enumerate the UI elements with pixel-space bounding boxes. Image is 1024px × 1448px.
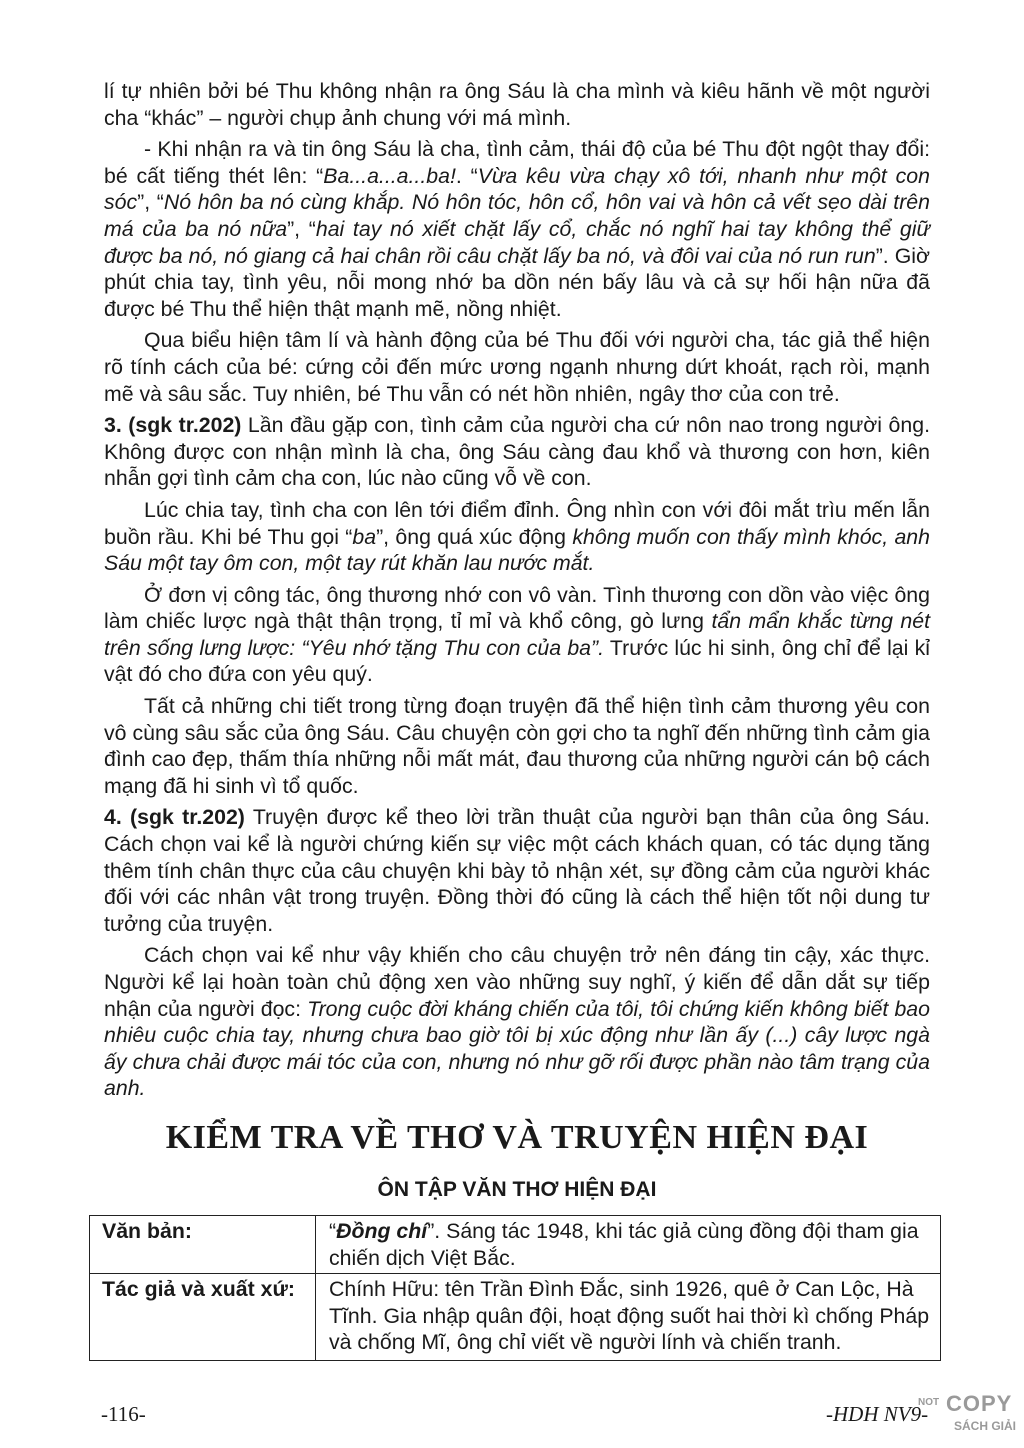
row-label: Tác giả và xuất xứ: <box>90 1274 316 1361</box>
bold-text: 3. (sgk tr.202) <box>104 413 242 438</box>
text-segment: ”, ông quá xúc động <box>376 524 573 549</box>
text-segment: ”, “ <box>287 216 316 241</box>
text-segment: Lúc chia tay, tình cha con lên tới điểm đỉnh. Ông nhìn con với đôi mắt trìu mến lẫn buồn rầu. Khi bé Thu gọi “ <box>104 497 930 549</box>
italic-quote: Ba...a...a...ba! <box>323 163 456 188</box>
italic-quote: hai tay nó xiết chặt lấy cổ, chắc nó nghĩ hai tay không thể giữ được ba nó, nó giang cả hai chân rồi câu chặt lấy ba nó, và đôi vai của nó run run <box>104 216 930 268</box>
text-segment: Truyện được kể theo lời trần thuật của người bạn thân của ông Sáu. Cách chọn vai kể là người chứng kiến sự việc một cách khách quan, có tác dụng tăng thêm tính chân thực của câu chuyện khi bày tỏ nhận xét, sự đồng cảm của người khác đối với các nhân vật trong truyện. Đồng thời đó cũng là cách thể hiện tốt nội dung tư tưởng của truyện. <box>104 805 930 936</box>
watermark-main: COPY <box>946 1391 1013 1416</box>
italic-quote: không muốn con thấy mình khóc, anh Sáu một tay ôm con, một tay rút khăn lau nước mắt. <box>104 524 930 576</box>
table-row <box>90 1274 941 1361</box>
text-segment: ”, “ <box>137 190 164 215</box>
text-segment: - Khi nhận ra và tin ông Sáu là cha, tình cảm, thái độ của bé Thu đột ngột thay đổi: bé cất tiếng thét lên: “ <box>104 137 930 188</box>
text-segment: Qua biểu hiện tâm lí và hành động của bé Thu đối với người cha, tác giả thể hiện rõ tính cách của bé: cứng cỏi đến mức ương ngạnh nhưng dứt khoát, rạch ròi, mạnh mẽ và sâu sắc. Tuy nhiên, bé Thu vẫn có nét hồn nhiên, ngây thơ của con trẻ. <box>104 328 930 406</box>
watermark-logo <box>918 1391 1018 1443</box>
italic-quote: Nó hôn ba nó cùng khắp. Nó hôn tóc, hôn cổ, hôn vai và hôn cả vết sẹo dài trên má của ba nó nữa <box>104 190 930 241</box>
text-segment: Lần đầu gặp con, tình cảm của người cha cứ nôn nao trong người ông. Không được con nhận mình là cha, ông Sáu càng đau khổ và thương con hơn, kiên nhẫn gợi tình cảm cha con, lúc nào cũng vỗ về con. <box>104 413 930 491</box>
paragraph <box>104 942 930 1102</box>
row-label: Văn bản: <box>90 1216 316 1274</box>
text-segment: Cách chọn vai kể như vậy khiến cho câu chuyện trở nên đáng tin cậy, xác thực. Người kể lại hoàn toàn chủ động xen vào những suy nghĩ, ý kiến để dẫn dắt sự tiếp nhận của người đọc: <box>104 943 930 1021</box>
text-segment: Trước lúc hi sinh, ông chỉ để lại kỉ vật đó cho đứa con yêu quý. <box>104 635 931 687</box>
section-subtitle: ÔN TẬP VĂN THƠ HIỆN ĐẠI <box>377 1178 657 1201</box>
italic-quote: tẩn mẩn khắc từng nét trên sống lưng lược: “Yêu nhớ tặng Thu con của ba”. <box>104 609 930 660</box>
body-text <box>104 78 930 1102</box>
text-segment: . “ <box>455 163 478 188</box>
page-number: -116- <box>101 1402 146 1426</box>
text-segment: lí tự nhiên bởi bé Thu không nhận ra ông Sáu là cha mình và kiêu hãnh về một người cha “khác” – người chụp ảnh chung với má mình. <box>104 79 930 130</box>
paragraph <box>104 804 930 937</box>
row-content <box>316 1216 941 1274</box>
text-segment: ”. Sáng tác 1948, khi tác giả cùng đồng đội tham gia chiến dịch Việt Bắc. <box>329 1219 919 1270</box>
paragraph <box>104 136 930 322</box>
review-table <box>89 1215 941 1361</box>
italic-quote: Vừa kêu vừa chạy xô tới, nhanh như một con sóc <box>104 163 930 215</box>
text-segment: Chính Hữu: tên Trần Đình Đắc, sinh 1926, quê ở Can Lộc, Hà Tĩnh. Gia nhập quân đội, hoạt động suốt hai thời kì chống Pháp và chống Mĩ, ông chỉ viết về người lính và chiến tranh. <box>329 1277 930 1355</box>
row-content <box>316 1274 941 1361</box>
bold-text: Đồng chí <box>336 1219 428 1243</box>
text-segment: Tất cả những chi tiết trong từng đoạn truyện đã thể hiện tình cảm thương yêu con vô cùng sâu sắc của ông Sáu. Câu chuyện còn gợi cho ta nghĩ đến những tình cảm gia đình cao đẹp, thấm thía những nỗi mất mát, đau thương của những người cán bộ cách mạng đã hi sinh vì tổ quốc. <box>104 694 930 798</box>
text-segment: Ở đơn vị công tác, ông thương nhớ con vô vàn. Tình thương con dồn vào việc ông làm chiếc lược ngà thật thận trọng, tỉ mỉ và khổ công, gò lưng <box>104 582 930 634</box>
paragraph <box>104 412 930 492</box>
text-segment: ”. Giờ phút chia tay, tình yêu, nỗi mong nhớ ba dồn nén bấy lâu và cả sự hối hận nữa đã được bé Thu thể hiện thật mạnh mẽ, nồng nhiệt. <box>104 243 930 321</box>
text-segment: “ <box>329 1219 337 1243</box>
section-title: KIỂM TRA VỀ THƠ VÀ TRUYỆN HIỆN ĐẠI <box>165 1119 869 1156</box>
watermark-prefix: NOT <box>918 1397 940 1408</box>
paragraph <box>104 693 930 799</box>
table-row <box>90 1216 941 1274</box>
paragraph <box>104 497 930 577</box>
bold-text: 4. (sgk tr.202) <box>104 805 245 830</box>
italic-quote: ba <box>352 524 377 549</box>
watermark-sub: SÁCH GIẢI <box>954 1419 1017 1433</box>
series-label: -HDH NV9- <box>826 1402 929 1426</box>
italic-quote: Trong cuộc đời kháng chiến của tôi, tôi chứng kiến không biết bao nhiêu cuộc chia tay, nhưng chưa bao giờ tôi bị xúc động như lần ấy (...) cây lược ngà ấy chưa chải được mái tóc của con, nhưng nó như gỡ rối được phần nào tâm trạng của anh. <box>104 996 930 1101</box>
paragraph <box>104 582 930 688</box>
paragraph <box>104 327 930 407</box>
paragraph <box>104 78 930 131</box>
